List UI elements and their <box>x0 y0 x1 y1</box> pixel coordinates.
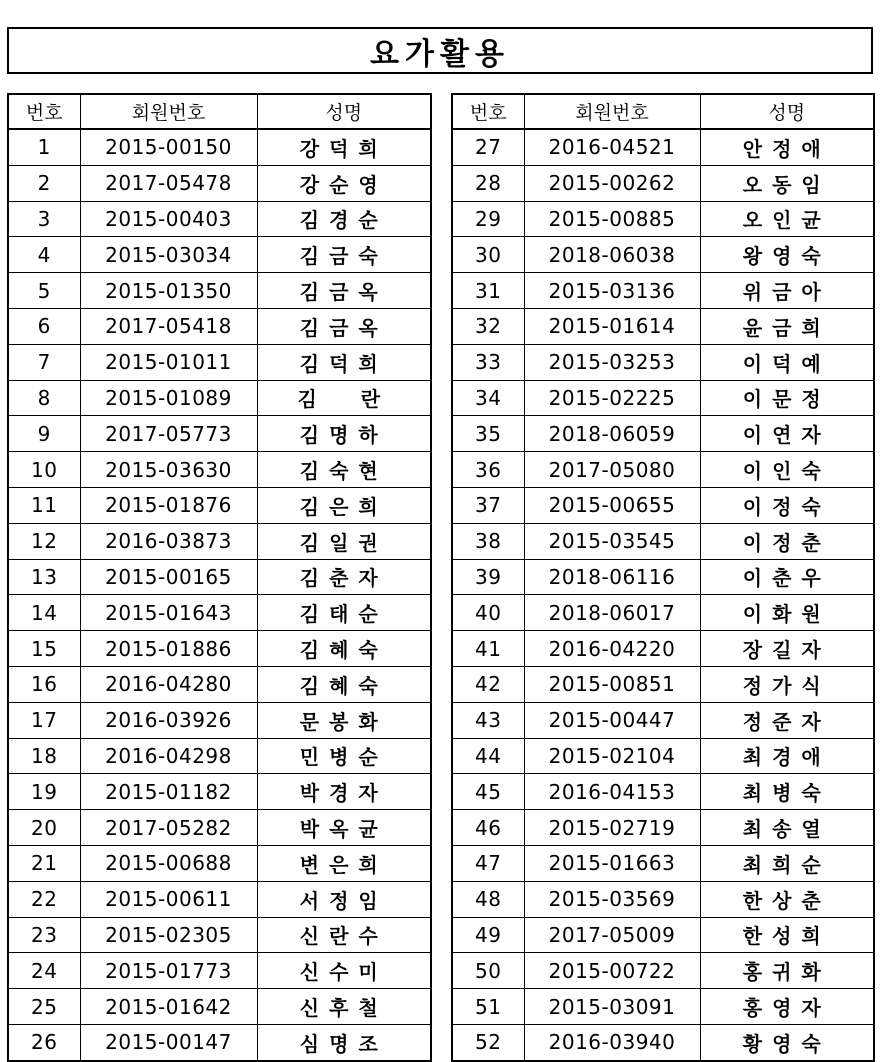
member-id: 2015-02225 <box>524 380 700 416</box>
member-id: 2016-03926 <box>80 702 257 738</box>
row-number: 38 <box>452 523 524 559</box>
member-name: 민병순 <box>257 738 431 774</box>
member-id: 2015-01773 <box>80 953 257 989</box>
member-id: 2015-00611 <box>80 881 257 917</box>
table-row <box>452 237 874 273</box>
table-row <box>452 201 874 237</box>
member-id: 2015-01642 <box>80 989 257 1025</box>
table-row <box>8 989 431 1025</box>
member-name: 박경자 <box>257 774 431 810</box>
member-name: 위금아 <box>700 273 874 309</box>
member-name: 김경순 <box>257 201 431 237</box>
table-row <box>452 273 874 309</box>
row-number: 43 <box>452 702 524 738</box>
row-number: 33 <box>452 344 524 380</box>
member-id: 2016-04153 <box>524 774 700 810</box>
table-row <box>8 953 431 989</box>
member-id: 2015-03091 <box>524 989 700 1025</box>
member-id: 2015-00165 <box>80 559 257 595</box>
member-id: 2015-03034 <box>80 237 257 273</box>
member-table-left <box>7 93 432 1062</box>
member-id: 2017-05773 <box>80 416 257 452</box>
table-row <box>452 774 874 810</box>
row-number: 30 <box>452 237 524 273</box>
table-row <box>452 1024 874 1060</box>
row-number: 19 <box>8 774 80 810</box>
member-name: 김명하 <box>257 416 431 452</box>
member-id: 2015-00722 <box>524 953 700 989</box>
member-name: 윤금희 <box>700 308 874 344</box>
member-name: 왕영숙 <box>700 237 874 273</box>
row-number: 36 <box>452 452 524 488</box>
row-number: 15 <box>8 631 80 667</box>
table-header-row <box>8 94 431 129</box>
row-number: 17 <box>8 702 80 738</box>
member-id: 2016-03873 <box>80 523 257 559</box>
member-name: 강순영 <box>257 165 431 201</box>
member-id: 2015-00655 <box>524 487 700 523</box>
table-row <box>8 917 431 953</box>
row-number: 3 <box>8 201 80 237</box>
member-name: 장길자 <box>700 631 874 667</box>
row-number: 37 <box>452 487 524 523</box>
row-number: 40 <box>452 595 524 631</box>
member-name: 최희순 <box>700 845 874 881</box>
table-row <box>452 452 874 488</box>
row-number: 39 <box>452 559 524 595</box>
member-name: 황영숙 <box>700 1024 874 1060</box>
table-row <box>8 344 431 380</box>
row-number: 32 <box>452 308 524 344</box>
table-row <box>452 595 874 631</box>
table-row <box>8 380 431 416</box>
table-row <box>8 559 431 595</box>
row-number: 45 <box>452 774 524 810</box>
member-name: 신후철 <box>257 989 431 1025</box>
member-name: 문봉화 <box>257 702 431 738</box>
table-row <box>8 1024 431 1060</box>
table-row <box>8 845 431 881</box>
member-id: 2018-06059 <box>524 416 700 452</box>
member-name: 김금옥 <box>257 308 431 344</box>
member-id: 2015-01663 <box>524 845 700 881</box>
row-number: 14 <box>8 595 80 631</box>
row-number: 49 <box>452 917 524 953</box>
member-id: 2018-06116 <box>524 559 700 595</box>
row-number: 24 <box>8 953 80 989</box>
row-number: 27 <box>452 129 524 165</box>
table-row <box>452 953 874 989</box>
table-row <box>452 165 874 201</box>
member-id: 2015-00447 <box>524 702 700 738</box>
row-number: 10 <box>8 452 80 488</box>
table-row <box>8 273 431 309</box>
member-id: 2015-03569 <box>524 881 700 917</box>
row-number: 51 <box>452 989 524 1025</box>
row-number: 31 <box>452 273 524 309</box>
member-id: 2017-05478 <box>80 165 257 201</box>
row-number: 47 <box>452 845 524 881</box>
row-number: 13 <box>8 559 80 595</box>
row-number: 52 <box>452 1024 524 1060</box>
row-number: 11 <box>8 487 80 523</box>
member-name: 정준자 <box>700 702 874 738</box>
member-name: 한상춘 <box>700 881 874 917</box>
row-number: 8 <box>8 380 80 416</box>
table-row <box>452 523 874 559</box>
member-name: 한성희 <box>700 917 874 953</box>
member-name: 이덕예 <box>700 344 874 380</box>
row-number: 23 <box>8 917 80 953</box>
member-name: 김숙현 <box>257 452 431 488</box>
member-name: 김금숙 <box>257 237 431 273</box>
member-name: 서정임 <box>257 881 431 917</box>
header-name: 성명 <box>700 94 874 129</box>
header-name: 성명 <box>257 94 431 129</box>
member-id: 2015-00262 <box>524 165 700 201</box>
member-id: 2015-03136 <box>524 273 700 309</box>
row-number: 12 <box>8 523 80 559</box>
member-id: 2015-01350 <box>80 273 257 309</box>
row-number: 42 <box>452 666 524 702</box>
header-no: 번호 <box>8 94 80 129</box>
member-name: 최경애 <box>700 738 874 774</box>
table-row <box>452 416 874 452</box>
row-number: 44 <box>452 738 524 774</box>
member-id: 2015-03630 <box>80 452 257 488</box>
table-row <box>452 810 874 846</box>
table-row <box>452 845 874 881</box>
row-number: 34 <box>452 380 524 416</box>
member-name: 김금옥 <box>257 273 431 309</box>
member-name: 이정춘 <box>700 523 874 559</box>
member-name: 박옥균 <box>257 810 431 846</box>
table-row <box>8 702 431 738</box>
table-row <box>8 595 431 631</box>
member-id: 2015-00885 <box>524 201 700 237</box>
table-row <box>452 344 874 380</box>
row-number: 16 <box>8 666 80 702</box>
row-number: 6 <box>8 308 80 344</box>
member-name: 안정애 <box>700 129 874 165</box>
table-body-left <box>8 129 431 1061</box>
member-name: 이화원 <box>700 595 874 631</box>
member-id: 2015-00851 <box>524 666 700 702</box>
member-name: 홍영자 <box>700 989 874 1025</box>
member-name: 정가식 <box>700 666 874 702</box>
row-number: 28 <box>452 165 524 201</box>
member-name: 이정숙 <box>700 487 874 523</box>
member-id: 2015-01089 <box>80 380 257 416</box>
table-row <box>8 237 431 273</box>
member-name: 김태순 <box>257 595 431 631</box>
table-header-row <box>452 94 874 129</box>
table-row <box>452 129 874 165</box>
table-row <box>8 165 431 201</box>
row-number: 7 <box>8 344 80 380</box>
member-name: 김 란 <box>257 380 431 416</box>
member-name: 오동임 <box>700 165 874 201</box>
member-id: 2015-00147 <box>80 1024 257 1060</box>
member-name: 김은희 <box>257 487 431 523</box>
table-row <box>8 810 431 846</box>
member-id: 2015-01011 <box>80 344 257 380</box>
row-number: 9 <box>8 416 80 452</box>
table-row <box>452 881 874 917</box>
table-row <box>452 666 874 702</box>
member-name: 김혜숙 <box>257 631 431 667</box>
table-row <box>452 917 874 953</box>
header-member-id: 회원번호 <box>80 94 257 129</box>
table-row <box>452 989 874 1025</box>
member-id: 2015-01876 <box>80 487 257 523</box>
table-row <box>452 487 874 523</box>
member-id: 2015-03253 <box>524 344 700 380</box>
member-name: 이문정 <box>700 380 874 416</box>
row-number: 50 <box>452 953 524 989</box>
member-id: 2018-06038 <box>524 237 700 273</box>
member-id: 2016-04298 <box>80 738 257 774</box>
row-number: 26 <box>8 1024 80 1060</box>
member-name: 이연자 <box>700 416 874 452</box>
table-row <box>452 559 874 595</box>
member-name: 김일권 <box>257 523 431 559</box>
member-name: 변은희 <box>257 845 431 881</box>
row-number: 21 <box>8 845 80 881</box>
member-name: 이인숙 <box>700 452 874 488</box>
member-id: 2015-00403 <box>80 201 257 237</box>
member-id: 2015-03545 <box>524 523 700 559</box>
member-name: 김덕희 <box>257 344 431 380</box>
member-id: 2015-02104 <box>524 738 700 774</box>
member-id: 2015-00150 <box>80 129 257 165</box>
member-name: 신란수 <box>257 917 431 953</box>
member-id: 2015-01643 <box>80 595 257 631</box>
table-row <box>8 666 431 702</box>
member-id: 2017-05080 <box>524 452 700 488</box>
member-id: 2016-04280 <box>80 666 257 702</box>
row-number: 1 <box>8 129 80 165</box>
member-id: 2016-04521 <box>524 129 700 165</box>
header-no: 번호 <box>452 94 524 129</box>
row-number: 35 <box>452 416 524 452</box>
row-number: 5 <box>8 273 80 309</box>
row-number: 22 <box>8 881 80 917</box>
member-name: 김혜숙 <box>257 666 431 702</box>
member-id: 2015-02719 <box>524 810 700 846</box>
table-row <box>452 380 874 416</box>
table-row <box>8 774 431 810</box>
table-row <box>8 416 431 452</box>
member-name: 최병숙 <box>700 774 874 810</box>
table-row <box>452 702 874 738</box>
table-row <box>8 452 431 488</box>
member-id: 2017-05009 <box>524 917 700 953</box>
table-row <box>8 631 431 667</box>
table-row <box>452 631 874 667</box>
table-row <box>8 523 431 559</box>
member-id: 2018-06017 <box>524 595 700 631</box>
table-row <box>8 487 431 523</box>
table-row <box>8 881 431 917</box>
member-name: 강덕희 <box>257 129 431 165</box>
row-number: 29 <box>452 201 524 237</box>
table-row <box>8 738 431 774</box>
member-name: 심명조 <box>257 1024 431 1060</box>
table-row <box>8 201 431 237</box>
member-name: 김춘자 <box>257 559 431 595</box>
member-id: 2015-00688 <box>80 845 257 881</box>
row-number: 2 <box>8 165 80 201</box>
member-id: 2015-02305 <box>80 917 257 953</box>
member-name: 신수미 <box>257 953 431 989</box>
member-name: 오인균 <box>700 201 874 237</box>
member-id: 2016-04220 <box>524 631 700 667</box>
row-number: 20 <box>8 810 80 846</box>
member-table-right <box>451 93 875 1062</box>
member-id: 2015-01886 <box>80 631 257 667</box>
member-id: 2015-01614 <box>524 308 700 344</box>
row-number: 25 <box>8 989 80 1025</box>
row-number: 18 <box>8 738 80 774</box>
member-name: 홍귀화 <box>700 953 874 989</box>
member-name: 이춘우 <box>700 559 874 595</box>
table-body-right <box>452 129 874 1061</box>
table-row <box>452 308 874 344</box>
member-id: 2015-01182 <box>80 774 257 810</box>
member-name: 최송열 <box>700 810 874 846</box>
table-row <box>8 308 431 344</box>
row-number: 48 <box>452 881 524 917</box>
table-row <box>8 129 431 165</box>
table-row <box>452 738 874 774</box>
header-member-id: 회원번호 <box>524 94 700 129</box>
member-id: 2017-05282 <box>80 810 257 846</box>
row-number: 41 <box>452 631 524 667</box>
row-number: 46 <box>452 810 524 846</box>
row-number: 4 <box>8 237 80 273</box>
page-title: 요가활용 <box>7 27 873 74</box>
member-id: 2017-05418 <box>80 308 257 344</box>
member-id: 2016-03940 <box>524 1024 700 1060</box>
